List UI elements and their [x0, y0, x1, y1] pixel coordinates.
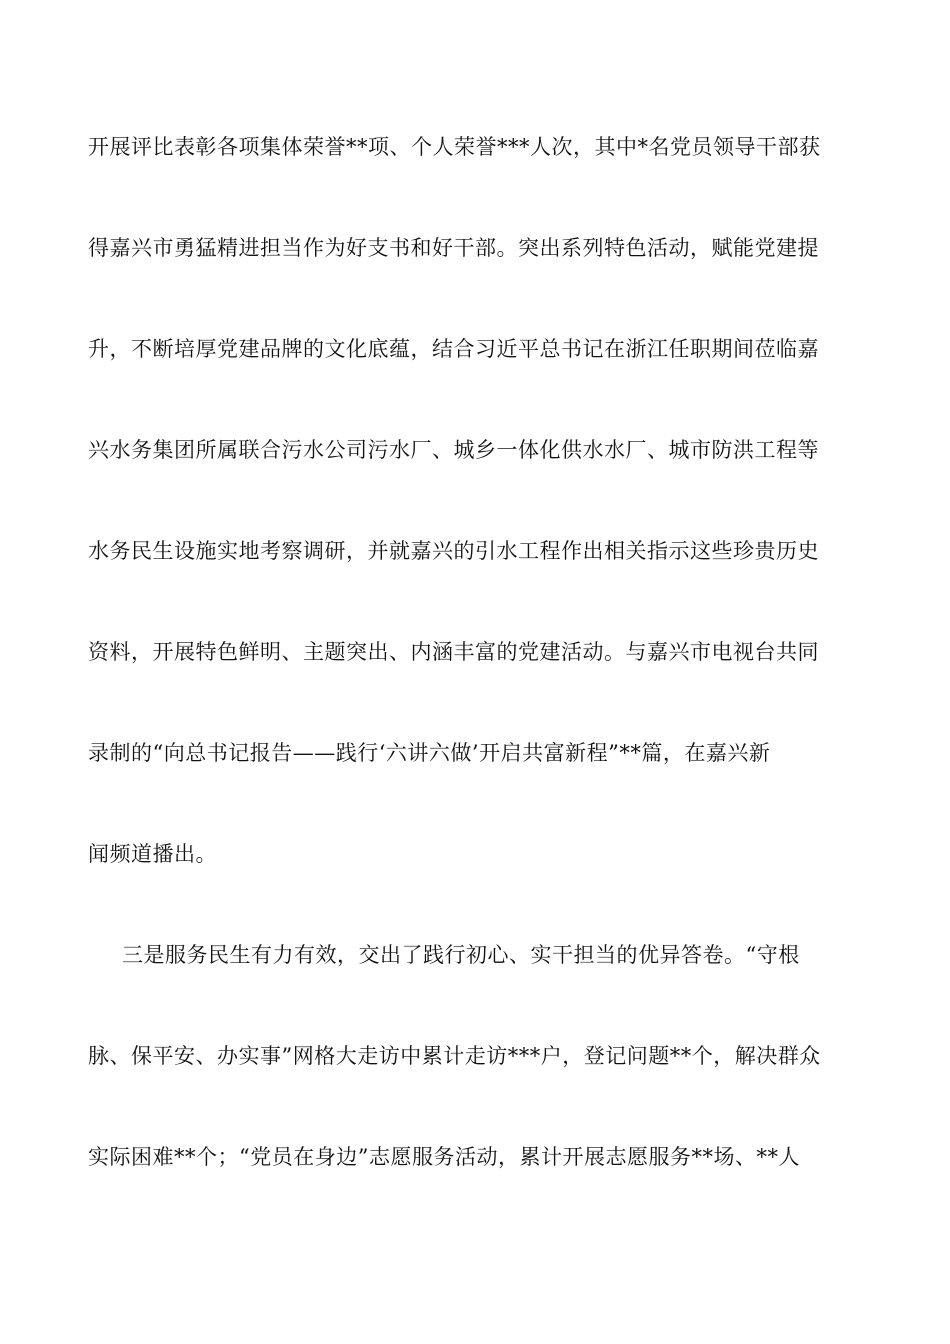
paragraph-start-line: 三是服务民生有力有效，交出了践行初心、实干担当的优异答卷。“守根 [122, 943, 800, 967]
text-line-6: 资料，开展特色鲜明、主题突出、内涵丰富的党建活动。与嘉兴市电视台共同 [88, 640, 819, 664]
text-line-3: 升，不断培厚党建品牌的文化底蕴，结合习近平总书记在浙江任职期间莅临嘉 [88, 337, 819, 361]
text-line-7: 录制的“向总书记报告——践行‘六讲六做’开启共富新程”**篇，在嘉兴新 [88, 741, 771, 765]
text-line-8: 闻频道播出。 [88, 842, 217, 866]
text-line-11: 实际困难**个；“党员在身边”志愿服务活动，累计开展志愿服务**场、**人 [88, 1145, 800, 1169]
text-line-2: 得嘉兴市勇猛精进担当作为好支书和好干部。突出系列特色活动，赋能党建提 [88, 236, 819, 260]
document-body [88, 122, 863, 1233]
text-line-5: 水务民生设施实地考察调研，并就嘉兴的引水工程作出相关指示这些珍贵历史 [88, 539, 819, 563]
text-line-4: 兴水务集团所属联合污水公司污水厂、城乡一体化供水水厂、城市防洪工程等 [88, 438, 819, 462]
text-line-10: 脉、保平安、办实事”网格大走访中累计走访***户，登记问题**个，解决群众 [88, 1044, 821, 1068]
text-line-1: 开展评比表彰各项集体荣誉**项、个人荣誉***人次，其中*名党员领导干部获 [88, 135, 821, 159]
